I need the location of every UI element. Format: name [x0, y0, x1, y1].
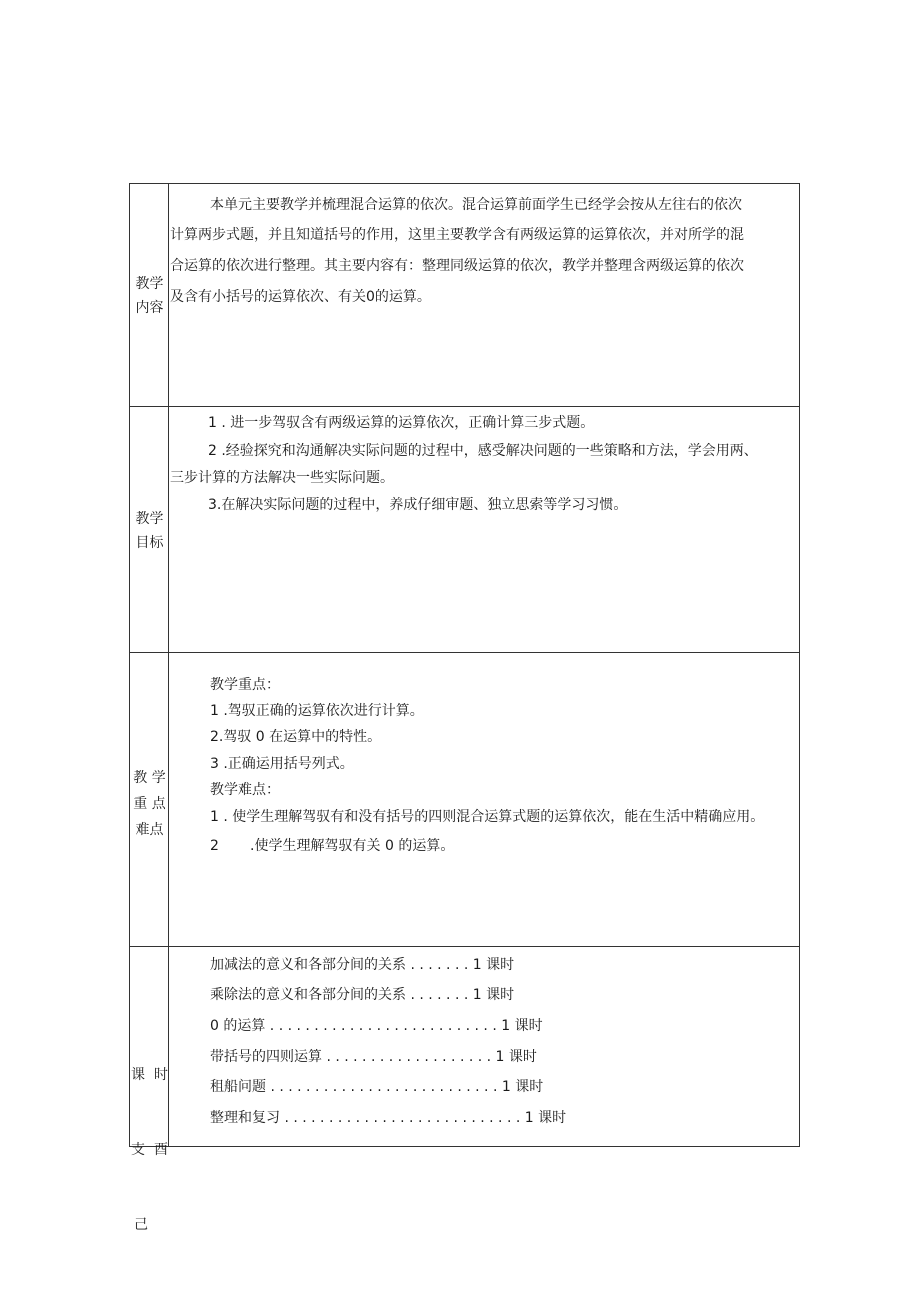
schedule-item: 租船问题 . . . . . . . . . . . . . . . . . . . . . . . . . . 1 课时 [210, 1079, 544, 1095]
schedule-item: 0 的运算 . . . . . . . . . . . . . . . . . . . . . . . . . . 1 课时 [210, 1018, 543, 1034]
row-schedule [130, 947, 799, 1233]
content-schedule [170, 947, 799, 1147]
text-line: 计算两步式题，并且知道括号的作用，这里主要教学含有两级运算的运算依次，并对所学的混 [170, 227, 744, 243]
label-line: 目标 [135, 535, 164, 551]
label-line: 重 点 [133, 796, 166, 812]
text-line: 及含有小括号的运算依次、有关0的运算。 [170, 289, 431, 305]
label-line: 内容 [135, 300, 164, 316]
text-line: 合运算的依次进行整理。其主要内容有：整理同级运算的依次，教学并整理含两级运算的依次 [170, 258, 744, 274]
schedule-item: 整理和复习 . . . . . . . . . . . . . . . . . . . . . . . . . . . 1 课时 [210, 1110, 567, 1126]
text-line: 1 . 使学生理解驾驭有和没有括号的四则混合运算式题的运算依次，能在生活中精确应用。 [210, 809, 765, 825]
text-line: 1 . 进一步驾驭含有两级运算的运算依次，正确计算三步式题。 [208, 415, 595, 431]
text-line: 3.在解决实际问题的过程中，养成仔细审题、独立思索等学习习惯。 [208, 497, 628, 513]
row-teaching-goals [130, 407, 799, 653]
text-line: 3 .正确运用括号列式。 [210, 756, 354, 772]
label-line: 教学 [135, 276, 164, 292]
content-key-points [170, 653, 799, 946]
label-line: 己 [134, 1217, 148, 1233]
text-line: 2.驾驭 0 在运算中的特性。 [210, 729, 382, 745]
label-line: 支 酉 [131, 1142, 168, 1158]
label-key-points [130, 653, 169, 946]
row-teaching-content [130, 184, 799, 407]
label-line: 课 时 [131, 1067, 168, 1083]
text-line: 2 .经验探究和沟通解决实际问题的过程中，感受解决问题的一些策略和方法，学会用两、 [208, 443, 758, 459]
row-key-points [130, 653, 799, 947]
text-line: 教学难点： [210, 782, 280, 798]
schedule-item: 乘除法的意义和各部分间的关系 . . . . . . . 1 课时 [210, 987, 515, 1003]
text-line: 三步计算的方法解决一些实际问题。 [170, 470, 394, 486]
label-teaching-content [130, 184, 169, 406]
text-line: 教学重点： [210, 677, 280, 693]
schedule-item: 加减法的意义和各部分间的关系 . . . . . . . 1 课时 [210, 957, 515, 973]
label-line: 难点 [135, 822, 164, 838]
label-line: 教 学 [133, 770, 166, 786]
text-line: 2 .使学生理解驾驭有关 0 的运算。 [210, 838, 455, 854]
schedule-item: 带括号的四则运算 . . . . . . . . . . . . . . . . . . . 1 课时 [210, 1049, 537, 1065]
label-line: 教学 [135, 511, 164, 527]
text-line: 本单元主要教学并梳理混合运算的依次。混合运算前面学生已经学会按从左往右的依次 [210, 197, 742, 213]
label-teaching-goals [130, 407, 169, 652]
content-teaching-goals [170, 407, 799, 652]
label-schedule [130, 947, 169, 1233]
lesson-plan-table [129, 183, 800, 1233]
text-line: 1 .驾驭正确的运算依次进行计算。 [210, 703, 424, 719]
content-teaching-content [170, 184, 799, 406]
